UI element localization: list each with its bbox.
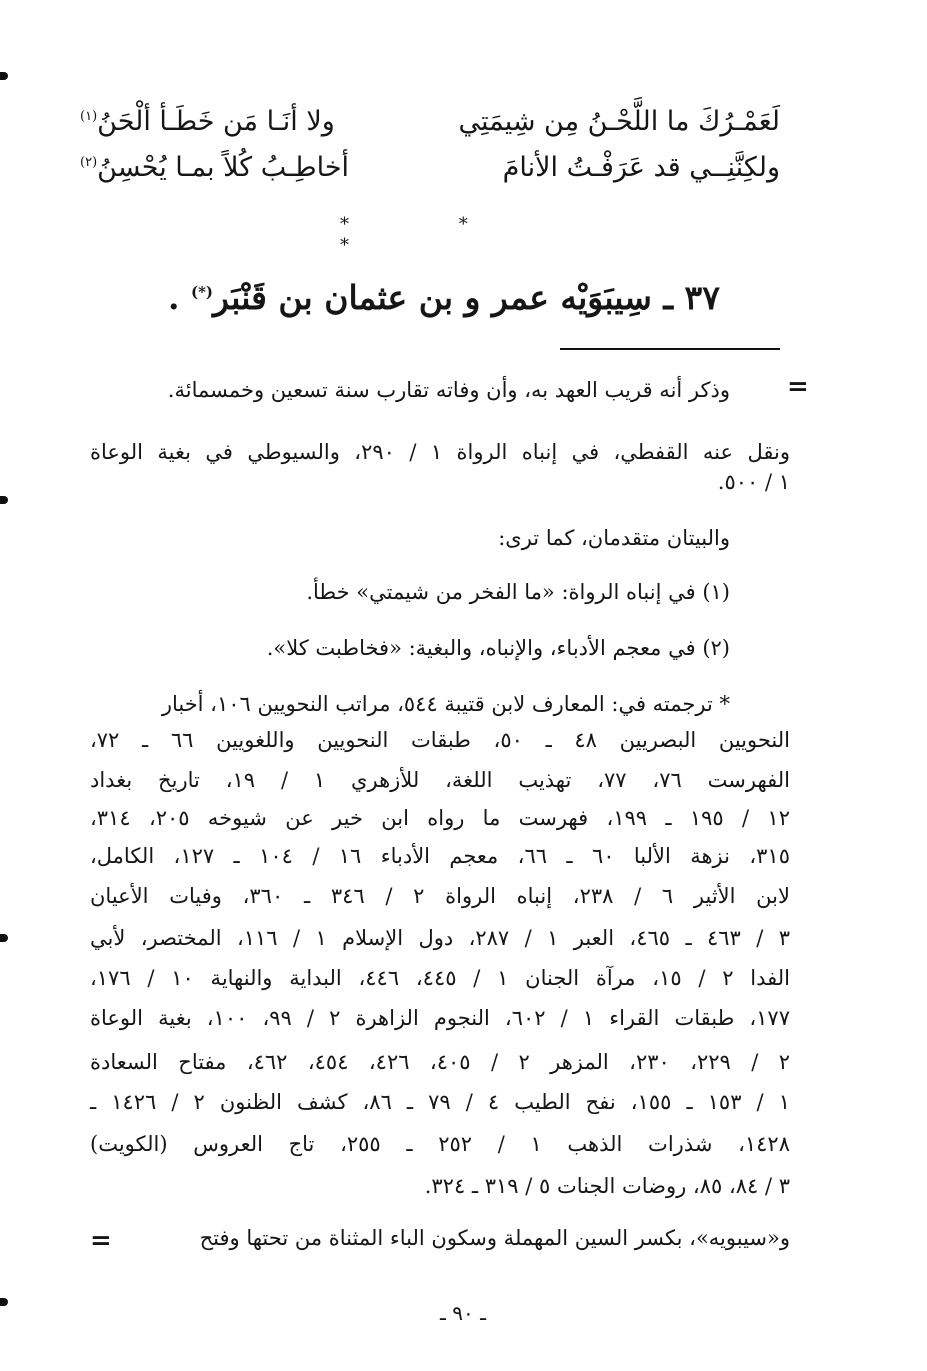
footnote-ref-1: (١) (80, 109, 98, 124)
verse-1-first-hemistich: لَعَمْـرُكَ ما اللَّحْـنُ مِن شِيمَتِي (458, 106, 780, 137)
page-number: ـ ٩٠ ـ (440, 1301, 486, 1325)
continuation-mark: = (787, 372, 809, 402)
sources-line: لابن الأثير ٦ / ٢٣٨، إنباه الرواة ٢ / ٣٤٦ ـ ٣٦٠، وفيات الأعيان (90, 884, 790, 908)
note-line: والبيتان متقدمان، كما ترى: (498, 526, 730, 550)
sources-line: الفهرست ٧٦، ٧٧، تهذيب اللغة، للأزهري ١ / ١٩، تاريخ بغداد (90, 768, 790, 792)
sources-line: ٣ / ٨٤، ٨٥، روضات الجنات ٥ / ٣١٩ ـ ٣٢٤. (424, 1174, 790, 1198)
note-line: وذكر أنه قريب العهد به، وأن وفاته تقارب سنة تسعين وخمسمائة. (167, 378, 730, 402)
sources-line: ٣ / ٤٦٣ ـ ٤٦٥، العبر ١ / ٢٨٧، دول الإسلام ١ / ١١٦، المختصر، لأبي (90, 926, 790, 950)
entry-heading-text: ٣٧ ـ سِيبَوَيْه عمر و بن عثمان بن قَنْبَر (213, 278, 720, 317)
sources-line: ١٧٧، طبقات القراء ١ / ٦٠٢، النجوم الزاهرة ٢ / ٩٩، ١٠٠، بغية الوعاة (90, 1006, 790, 1030)
heading-footnote-ref: (*) (190, 283, 214, 301)
sources-line: * ترجمته في: المعارف لابن قتيبة ٥٤٤، مراتب النحويين ١٠٦، أخبار (161, 692, 730, 716)
footnote-1: (١) في إنباه الرواة: «ما الفخر من شيمتي» خطأ. (306, 580, 730, 604)
sources-line: النحويين البصريين ٤٨ ـ ٥٠، طبقات النحويين واللغويين ٦٦ ـ ٧٢، (90, 728, 790, 752)
continued-note-line: و«سيبويه»، بكسر السين المهملة وسكون الباء المثناة من تحتها وفتح (199, 1226, 790, 1250)
footnote-ref-2: (٢) (80, 155, 98, 170)
note-line: ونقل عنه القفطي، في إنباه الرواة ١ / ٢٩٠، والسيوطي في بغية الوعاة (90, 440, 790, 464)
sources-line: ١ / ١٥٣ ـ ١٥٥، نفح الطيب ٤ / ٧٩ ـ ٨٦، كشف الظنون ٢ / ١٤٢٦ ـ (90, 1090, 790, 1114)
sources-line: الفدا ٢ / ١٥، مرآة الجنان ١ / ٤٤٥، ٤٤٦، البداية والنهاية ١٠ / ١٧٦، (90, 966, 791, 990)
scan-edge-mark (0, 934, 8, 942)
scan-edge-mark (0, 1298, 8, 1306)
verse-2-second-text: أخاطِـبُ كُلاً بمـا يُحْسِنُ (97, 152, 350, 183)
sources-line: ٢ / ٢٢٩، ٢٣٠، المزهر ٢ / ٤٠٥، ٤٢٦، ٤٥٤، ٤٦٢، مفتاح السعادة (90, 1050, 790, 1074)
sources-line: ١٤٢٨، شذرات الذهب ١ / ٢٥٢ ـ ٢٥٥، تاج العروس (الكويت) (90, 1132, 790, 1156)
continuation-mark-end: = (90, 1226, 112, 1256)
section-separator: * * * (340, 214, 520, 256)
verse-1-second-text: ولا أنَـا مَن خَطَـأ ألْحَنُ (97, 106, 335, 137)
entry-heading (168, 276, 720, 320)
note-line: ١ / ٥٠٠. (717, 470, 790, 494)
sources-line: ٣١٥، نزهة الألبا ٦٠ ـ ٦٦، معجم الأدباء ١٦ / ١٠٤ ـ ١٢٧، الكامل، (90, 844, 790, 868)
footnote-2: (٢) في معجم الأدباء، والإنباه، والبغية: «فخاطبت كلا». (266, 636, 730, 660)
verse-1-second-hemistich (80, 102, 335, 142)
heading-end-dot: . (168, 278, 191, 317)
verse-2-first-hemistich: ولكِنَّنِــي قد عَرَفْـتُ الأنامَ (502, 152, 780, 183)
footnote-separator-rule (560, 348, 780, 350)
verse-2-second-hemistich (80, 148, 349, 188)
scan-edge-mark (0, 72, 8, 80)
scan-edge-mark (0, 496, 8, 504)
sources-line: ١٢ / ١٩٥ ـ ١٩٩، فهرست ما رواه ابن خير عن شيوخه ٢٠٥، ٣١٤، (90, 806, 790, 830)
